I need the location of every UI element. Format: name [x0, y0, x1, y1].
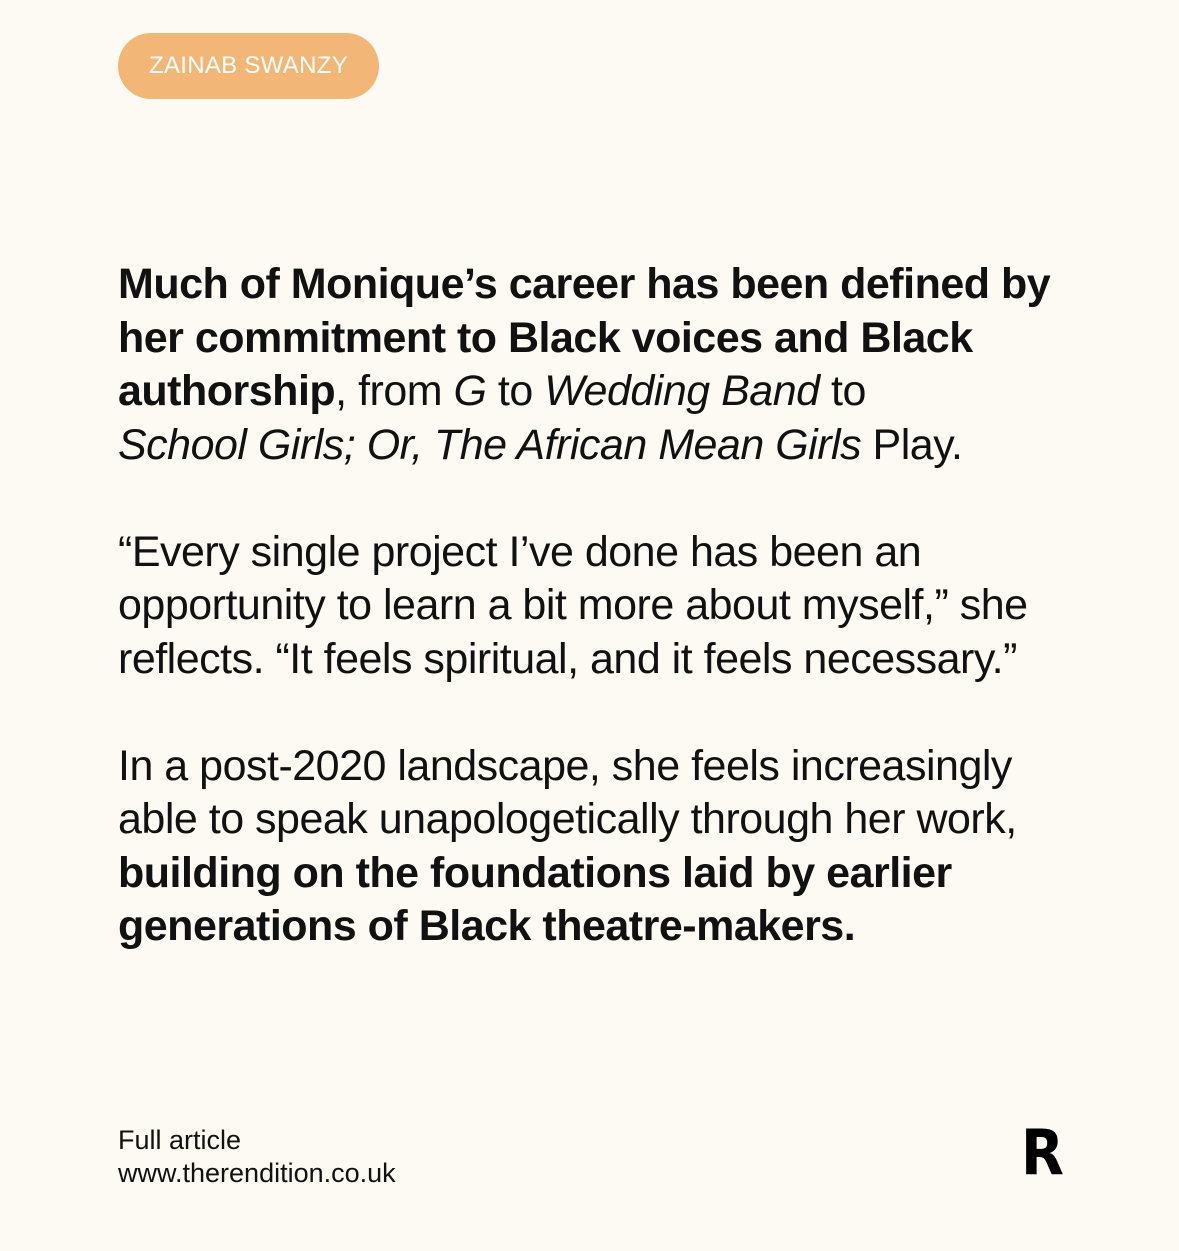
play-title-school-girls: School Girls; Or, The African Mean Girls: [118, 420, 862, 469]
article-body: [118, 258, 1078, 954]
footer-label: Full article: [118, 1125, 242, 1155]
paragraph-quote: “Every single project I’ve done has been an opportunity to learn a bit more about myself,” she reflects. “It feels spiritual, and it feels necessary.”: [118, 527, 1028, 683]
intro-text: , from: [335, 367, 454, 415]
footer: [118, 1124, 396, 1190]
intro-bold-text: Much of Monique’s career has been defined by her commitment to Black voices and Black authorship: [118, 260, 1051, 415]
author-badge: [118, 33, 379, 99]
footer-url[interactable]: www.therendition.co.uk: [118, 1158, 396, 1188]
play-title-wedding-band: Wedding Band: [544, 367, 820, 415]
intro-text: to: [486, 367, 545, 415]
play-title-g: G: [453, 367, 487, 415]
intro-text: Play.: [861, 420, 963, 469]
context-text: In a post-2020 landscape, she feels increasingly able to speak unapologetically through her work,: [118, 741, 1017, 843]
intro-text: to: [819, 367, 866, 415]
brand-logo: R: [1021, 1116, 1064, 1189]
context-bold-text: building on the foundations laid by earlier generations of Black theatre-makers.: [118, 848, 952, 950]
paragraph-context: [118, 740, 1078, 954]
paragraph-intro: [118, 258, 1078, 472]
author-name: ZAINAB SWANZY: [148, 52, 349, 79]
